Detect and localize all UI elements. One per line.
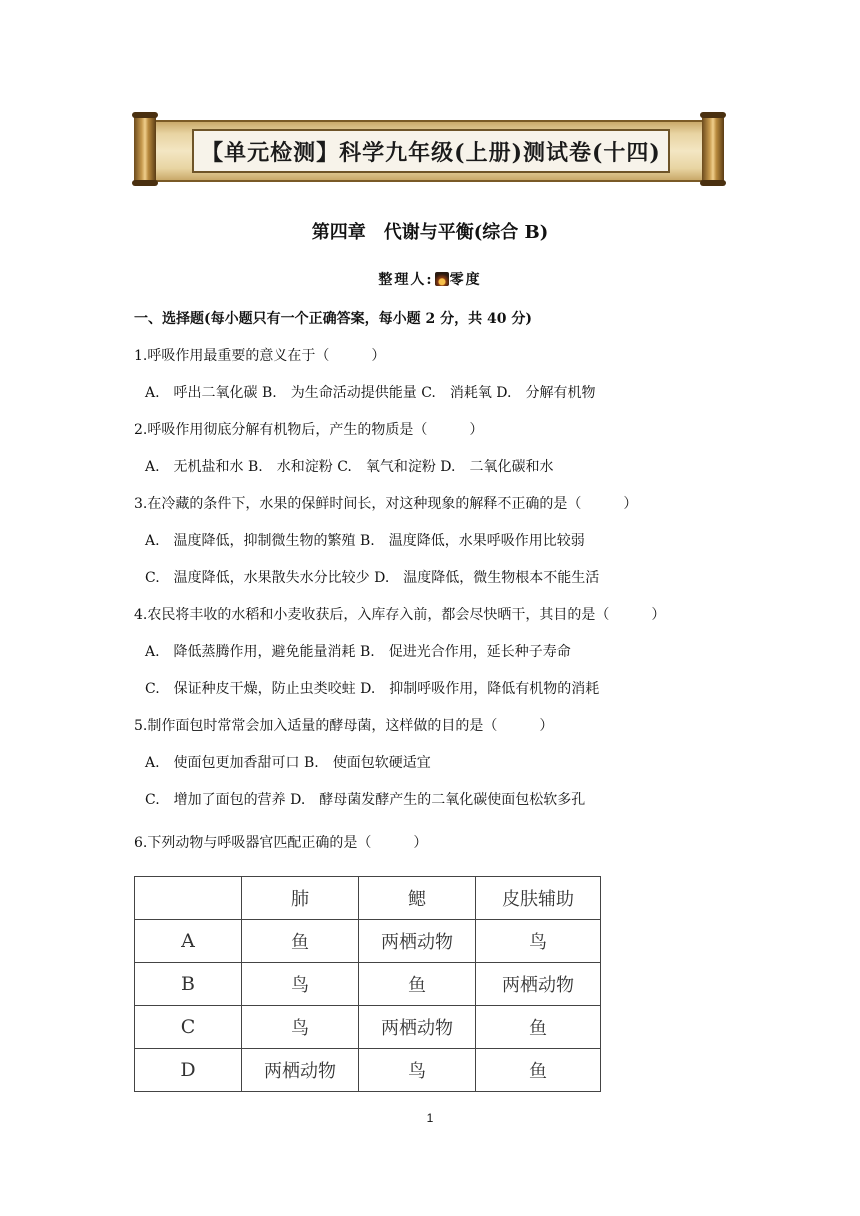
question-stem: 4.农民将丰收的水稻和小麦收获后，入库存入前，都会尽快晒干，其目的是（ ） bbox=[134, 607, 666, 623]
page-number: 1 bbox=[426, 1111, 434, 1125]
table-cell: 鱼 bbox=[476, 1006, 601, 1049]
document-title: 【单元检测】科学九年级(上册)测试卷(十四) bbox=[201, 139, 661, 166]
question-options: A. 使面包更加香甜可口 B. 使面包软硬适宜 bbox=[145, 755, 431, 771]
question-options: A. 无机盐和水 B. 水和淀粉 C. 氧气和淀粉 D. 二氧化碳和水 bbox=[145, 459, 554, 475]
table-cell: 鸟 bbox=[242, 963, 359, 1006]
table-cell: 鸟 bbox=[476, 920, 601, 963]
animal-respiratory-table bbox=[134, 876, 601, 1092]
table-cell: 两栖动物 bbox=[359, 1006, 476, 1049]
section-heading: 一、选择题(每小题只有一个正确答案，每小题 2 分，共 40 分) bbox=[134, 311, 532, 327]
table-cell: 鱼 bbox=[476, 1049, 601, 1092]
table-row-label: C bbox=[135, 1006, 242, 1049]
table-row bbox=[135, 920, 601, 963]
table-cell: 两栖动物 bbox=[242, 1049, 359, 1092]
scroll-parchment bbox=[148, 120, 710, 182]
question-stem: 3.在冷藏的条件下，水果的保鲜时间长，对这种现象的解释不正确的是（ ） bbox=[134, 496, 638, 512]
table-row bbox=[135, 1006, 601, 1049]
question-stem: 1.呼吸作用最重要的意义在于（ ） bbox=[134, 348, 386, 364]
table-header-cell: 皮肤辅助 bbox=[476, 877, 601, 920]
question-options: A. 呼出二氧化碳 B. 为生命活动提供能量 C. 消耗氧 D. 分解有机物 bbox=[145, 385, 596, 401]
table-row bbox=[135, 963, 601, 1006]
table-header-row bbox=[135, 877, 601, 920]
question-options: A. 温度降低，抑制微生物的繁殖 B. 温度降低，水果呼吸作用比较弱 bbox=[145, 533, 585, 549]
question-options: C. 保证种皮干燥，防止虫类咬蛀 D. 抑制呼吸作用，降低有机物的消耗 bbox=[145, 681, 600, 697]
table-header-cell: 肺 bbox=[242, 877, 359, 920]
sunset-avatar-icon bbox=[435, 272, 449, 286]
compiler-line bbox=[0, 269, 860, 289]
chapter-title: 第四章 代谢与平衡(综合 B) bbox=[311, 222, 549, 243]
table-cell bbox=[135, 877, 242, 920]
title-banner bbox=[134, 114, 724, 184]
table-row-label: B bbox=[135, 963, 242, 1006]
table-cell: 两栖动物 bbox=[476, 963, 601, 1006]
question-stem: 6.下列动物与呼吸器官匹配正确的是（ ） bbox=[134, 835, 428, 851]
question-options: A. 降低蒸腾作用，避免能量消耗 B. 促进光合作用，延长种子寿命 bbox=[145, 644, 571, 660]
compiler-label: 整理人: bbox=[378, 272, 434, 288]
question-stem: 5.制作面包时常常会加入适量的酵母菌，这样做的目的是（ ） bbox=[134, 718, 554, 734]
scroll-title-box bbox=[192, 129, 670, 173]
table-cell: 两栖动物 bbox=[359, 920, 476, 963]
table-row-label: D bbox=[135, 1049, 242, 1092]
question-stem: 2.呼吸作用彻底分解有机物后，产生的物质是（ ） bbox=[134, 422, 484, 438]
compiler-name: 零度 bbox=[449, 272, 482, 288]
table-row-label: A bbox=[135, 920, 242, 963]
table-cell: 鸟 bbox=[359, 1049, 476, 1092]
scroll-roller-left bbox=[134, 114, 156, 184]
question-options: C. 增加了面包的营养 D. 酵母菌发酵产生的二氧化碳使面包松软多孔 bbox=[145, 792, 586, 808]
table-header-cell: 鳃 bbox=[359, 877, 476, 920]
scroll-roller-right bbox=[702, 114, 724, 184]
table-cell: 鸟 bbox=[242, 1006, 359, 1049]
table-cell: 鱼 bbox=[359, 963, 476, 1006]
question-options: C. 温度降低，水果散失水分比较少 D. 温度降低，微生物根本不能生活 bbox=[145, 570, 600, 586]
table-row bbox=[135, 1049, 601, 1092]
table-cell: 鱼 bbox=[242, 920, 359, 963]
